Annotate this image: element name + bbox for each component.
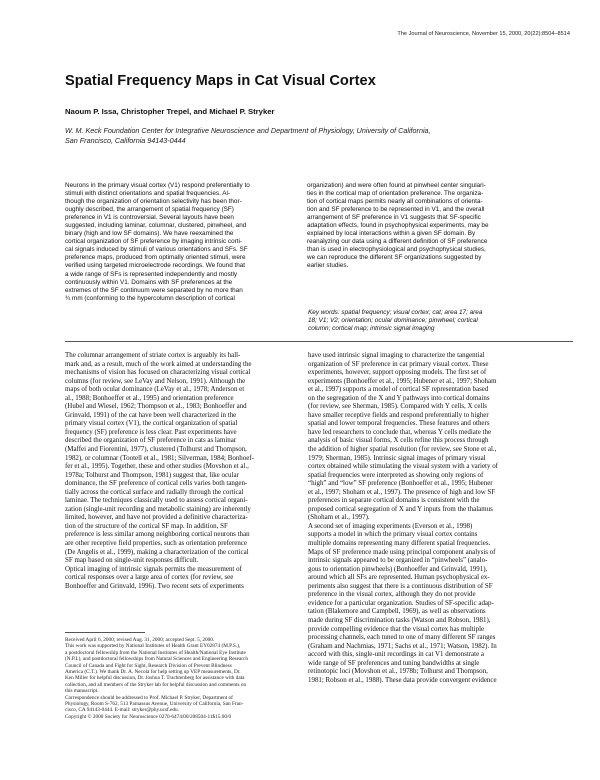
body-line: al., 1988; Bonhoeffer et al., 1995) and orientation preference [65, 393, 234, 402]
body-line: processing channels, each tuned to one of many different SF ranges [308, 633, 496, 642]
body-line: the addition of higher spatial resolution (for review, see Stone et al., [308, 445, 497, 454]
abstract-line: adaptation effects, found in psychophysical experiments, may be [307, 222, 489, 230]
body-line: “high” and “low” SF preference (Bonhoeffer et al., 1995; Hubener [308, 479, 493, 488]
footnote-line: this manuscript. [65, 688, 99, 695]
body-line: primary visual cortex (V1), the cortical organization of spatial [65, 419, 238, 428]
abstract-line: cortical organization of SF preference by imaging intrinsic corti- [65, 238, 242, 246]
body-line: have led researchers to conclude that, whereas Y cells mediate the [308, 427, 492, 436]
abstract-line: earlier studies. [307, 262, 349, 270]
abstract-line: organization) and were often found at pinwheel center singulari- [307, 182, 486, 189]
running-head: The Journal of Neuroscience, November 15, 2000, 20(22):8504–8514 [397, 31, 570, 37]
body-line: retinotopic loci (Movshon et al., 1978b; Tolhurst and Thompson, [308, 667, 488, 676]
body-line: The columnar arrangement of striate cortex is arguably its hall- [65, 351, 241, 359]
body-line: supports a model in which the primary visual cortex contains [308, 530, 478, 539]
body-line: laminae. The techniques classically used to assess cortical organi- [65, 496, 248, 505]
body-line: SF map based on single-unit responses difficult. [65, 556, 199, 565]
body-line: 1981; Robson et al., 1988). These data provide convergent evidence [308, 675, 497, 684]
abstract-line: reanalyzing our data using a different definition of SF preference [307, 238, 488, 246]
affiliation-line: W. M. Keck Foundation Center for Integrative Neuroscience and Department of Physiology, University of California, [65, 126, 431, 135]
body-line: (Graham and Nachmias, 1971; Sachs et al., 1971; Watson, 1982). In [308, 641, 497, 650]
body-line: (for review, see Sherman, 1985). Compared with Y cells, X cells [308, 402, 487, 411]
body-line: proposed cortical segregation of X and Y inputs from the thalamus [308, 504, 493, 513]
abstract-line: though the organization of orientation selectivity has been thor- [65, 198, 242, 206]
body-line: tation (Blakemore and Campbell, 1969), as well as observations [308, 607, 486, 616]
body-line: (Hubel and Wiesel, 1962; Thompson et al., 1983; Bonhoeffer and [65, 402, 247, 411]
body-line: Maps of SF preference made using principal component analysis of [308, 547, 496, 556]
body-line: et al., 1997) supports a model of cortical SF representation based [308, 385, 489, 394]
body-left-column [65, 351, 304, 590]
body-line: preferences in separate cortical domains is consistent with the [308, 496, 480, 505]
abstract-line: ¾ mm (conforming to the hypercolumn description of cortical [65, 294, 235, 302]
footnote-line: collection, and all members of the Stryker lab for helpful discussion and comments on [65, 681, 247, 688]
abstract-line: Neurons in the primary visual cortex (V1) respond preferentially to [65, 182, 250, 189]
body-line: frequency (SF) preference is less clear. Past experiments have [65, 427, 237, 436]
body-line: on the segregation of the X and Y pathways into cortical domains [308, 393, 490, 402]
abstract-line: cal signals induced by stimuli of various orientations and SFs. SF [65, 246, 248, 254]
body-line: (De Angelis et al., 1999), making a characterization of the cortical [65, 547, 249, 556]
body-line: columns (for review, see LeVay and Nelson, 1991). Although the [65, 376, 246, 385]
body-line: et al., 1997; Shoham et al., 1997). The presence of high and low SF [308, 487, 496, 496]
body-line: (Shoham et al., 1997). [308, 513, 370, 522]
body-line: limited, however, and have not provided a definitive characteriza- [65, 513, 248, 522]
abstract-line: verified using targeted microelectrode recordings. We found that [65, 262, 246, 270]
footnote-line: Received April 6, 2000; revised Aug. 31, 2000; accepted Sept. 5, 2000. [65, 637, 215, 643]
body-line: fer et al., 1995). Together, these and other studies (Movshon et al., [65, 462, 249, 471]
body-line: 1982), or columnar (Tootell et al., 1981; Silverman, 1984; Bonhoef- [65, 453, 254, 462]
body-line: made during SF discrimination tasks (Watson and Robson, 1981), [308, 615, 491, 624]
body-line: 1978a; Tolhurst and Thompson, 1981) suggest that, like ocular [65, 470, 239, 479]
abstract-line: extremes of the SF continuum were separated by no more than [65, 286, 243, 294]
body-line: evidence for a particular organization. Studies of SF-specific adap- [308, 598, 494, 607]
footnote-line: (N.P.I.), and postdoctoral fellowships from Natural Sciences and Engineering Research [65, 656, 248, 663]
abstract-left-column [65, 182, 304, 303]
abstract-line: a wide range of SFs is represented independently and mostly [65, 270, 238, 278]
abstract-line: stimuli with distinct orientations and spatial frequencies. Al- [65, 190, 231, 198]
abstract-line: tion and SF preference to be represented in V1, and the overall [307, 206, 485, 214]
body-line: have smaller receptive fields and respond preferentially to higher [308, 410, 489, 419]
body-line: intrinsic signals appeared to be organized in “pinwheels” (analo- [308, 556, 488, 565]
section-divider [65, 341, 573, 342]
abstract-line: binary (high and low SF domains). We have reexamined the [65, 230, 234, 238]
abstract-line: arrangement of SF preference in V1 suggests that SF-specific [307, 214, 481, 222]
body-line: 1979; Sherman, 1985). Intrinsic signal images of primary visual [308, 453, 486, 462]
body-line: tion of the structure of the cortical SF map. In addition, SF [65, 521, 228, 530]
abstract [65, 182, 573, 330]
abstract-line: preference in V1 is controversial. Several layouts have been [65, 214, 234, 222]
body-line: cortical responses over a large area of cortex (for review, see [65, 573, 234, 582]
body-line: spatial frequencies were interpreted as showing only regions of [308, 470, 484, 479]
article-authors: Naoum P. Issa, Christopher Trepel, and Michael P. Stryker [65, 107, 275, 116]
keywords-line: column; cortical map; intrinsic signal imaging [308, 325, 435, 333]
body-line: around which all SFs are represented. Human psychophysical ex- [308, 573, 490, 582]
keywords-line: Key words: spatial frequency; visual cortex; cat; area 17; area [308, 309, 483, 316]
body-line: mark and, as a result, much of the work aimed at understanding the [65, 359, 252, 368]
abstract-line: preference maps, produced from optimally oriented stimuli, were [65, 254, 246, 262]
body-line: analysis of basic visual forms, X cells refine this process through [308, 436, 489, 445]
body-line: mechanisms of vision has focused on characterizing visual cortical [65, 368, 251, 377]
footnote-divider [65, 632, 145, 633]
footnote-line: Copyright © 2000 Society for Neuroscience 0270-6474/00/208504-11$15.00/0 [65, 713, 232, 720]
body-line: experiments, however, support opposing models. The first set of [308, 368, 487, 377]
body-line: Grinvald, 1991) of the cat have been well characterized in the [65, 410, 237, 419]
abstract-line: continuously within V1. Domains with SF preferences at the [65, 278, 233, 286]
body-line: periments also suggest that there is a continuous distribution of SF [308, 581, 493, 590]
footnote-line: Physiology, Room S-762, 513 Parnassus Avenue, University of California, San Fran- [65, 701, 244, 708]
body-line: preference is less similar among neighboring cortical neurons than [65, 530, 250, 539]
abstract-line: oughly described, the arrangement of spatial frequency (SF) [65, 206, 234, 214]
body-line: wide range of SF preferences and tuning bandwidths at single [308, 658, 480, 667]
footnote-line: Council of Canada and Fight for Sight, Research Division of Prevent Blindness [65, 662, 232, 669]
body-line: provide compelling evidence that the visual cortex has multiple [308, 624, 485, 633]
body-line: maps of both ocular dominance (LeVay et al., 1978; Anderson et [65, 385, 245, 394]
body-line: are other receptive field properties, such as orientation preference [65, 539, 248, 548]
footnotes [65, 637, 304, 720]
affiliation-line: San Francisco, California 94143-0444 [65, 135, 186, 145]
body-right-column [308, 351, 560, 684]
footnote-line: This work was supported by National Institutes of Health Grant EY02874 (M.P.S.), [65, 643, 241, 650]
body-line: preference in the visual cortex, although they do not provide [308, 590, 476, 599]
body-line: spatial and lower temporal frequencies. These features and others [308, 419, 490, 428]
abstract-line: ties in the cortical map of orientation preference. The organiza- [307, 190, 484, 198]
body-line: have used intrinsic signal imaging to characterize the tangential [308, 351, 485, 359]
body-line: accord with this, single-unit recordings in cat V1 demonstrate a [308, 650, 484, 659]
abstract-line: we can reproduce the different SF organizations suggested by [307, 254, 482, 262]
body-line: (Maffei and Fiorentini, 1977), clustered (Tolhurst and Thompson, [65, 445, 247, 454]
footnote-line: cisco, CA 94143-0444. E-mail: stryker@phy.ucsf.edu. [65, 707, 179, 714]
body-line: Bonhoeffer and Grinvald, 1996). Two recent sets of experiments [65, 581, 244, 590]
abstract-line: than is used in electrophysiological and psychophysical studies, [307, 246, 486, 254]
body-line: organization of SF preference in cat primary visual cortex. These [308, 359, 489, 368]
body-line: multiple domains representing many different spatial frequencies. [308, 539, 491, 548]
article-title: Spatial Frequency Maps in Cat Visual Cortex [65, 73, 376, 89]
footnote-line: Correspondence should be addressed to Prof. Michael P. Stryker, Department of [65, 694, 233, 701]
abstract-line: explained by local interactions within a given SF domain. By [307, 230, 476, 238]
abstract-line: suggested, including laminar, columnar, clustered, pinwheel, and [65, 222, 247, 230]
abstract-line: tion of cortical maps permits nearly all combinations of orienta- [307, 198, 483, 206]
body-line: gous to orientation pinwheels) (Bonhoeffer and Grinvald, 1991), [308, 564, 488, 573]
author-affiliation [65, 126, 565, 145]
footnote-line: Ken Miller for helpful discussion, Dr. Joshua T. Trachtenberg for assistance with data [65, 675, 245, 682]
body-line: dominance, the SF preference of cortical cells varies both tangen- [65, 479, 248, 488]
footnote-line: a postdoctoral fellowship from the National Institutes of Health/National Eye Institute [65, 649, 246, 656]
keywords [308, 309, 560, 333]
body-line: zation (single-unit recording and metabolic staining) are inherently [65, 504, 251, 513]
body-line: tially across the cortical surface and radially through the cortical [65, 487, 244, 496]
body-line: Optical imaging of intrinsic signals permits the measurement of [65, 564, 242, 573]
keywords-line: 18; V1; V2; orientation; ocular dominance; pinwheel; cortical [308, 317, 478, 325]
body-line: described the organization of SF preference in cats as laminar [65, 436, 237, 445]
abstract-right-column [307, 182, 557, 271]
body-line: cortex obtained while stimulating the visual system with a variety of [308, 462, 498, 471]
footnote-line: America (C.T.). We thank Dr. A. Necola for help setting up VEP measurements, Dr. [65, 669, 241, 676]
body-line: experiments (Bonhoeffer et al., 1995; Hubener et al., 1997; Shoham [308, 376, 497, 385]
body-line: A second set of imaging experiments (Everson et al., 1998) [308, 521, 473, 530]
